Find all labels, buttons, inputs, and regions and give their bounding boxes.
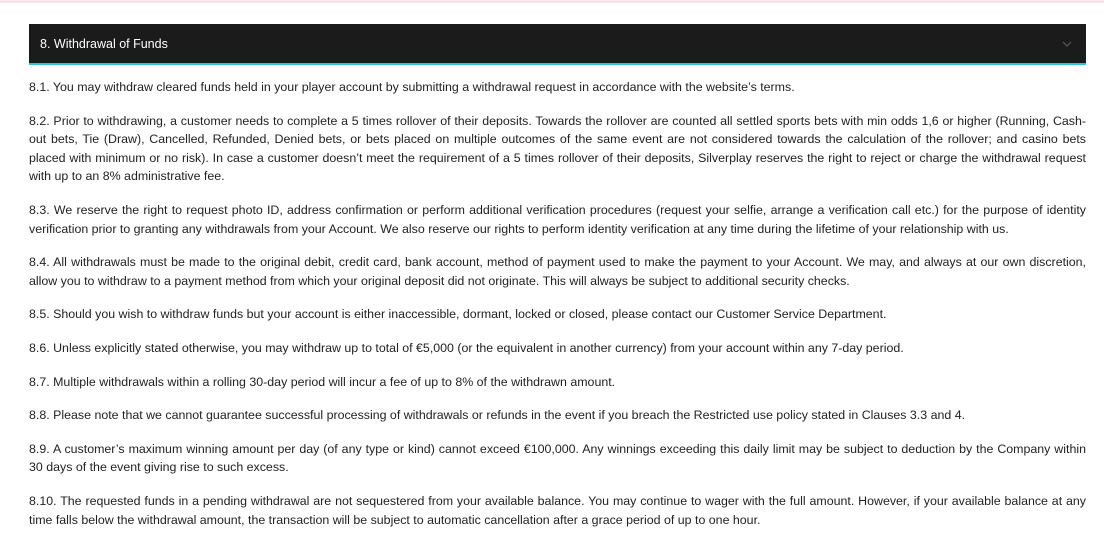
clause-8-5: 8.5. Should you wish to withdraw funds but your account is either inaccessible, dormant, locked or closed, please contact our Customer Service Department.: [29, 307, 887, 322]
clause-8-10: 8.10. The requested funds in a pending withdrawal are not sequestered from your available balance. You may continue to wager with the full amount. However, if your available balance at any time falls below the withdrawal amount, the transaction will be subject to automatic cancellation after a grace period of up to one hour.: [29, 493, 1086, 527]
top-border-strip: [0, 0, 1104, 3]
clause-8-1: 8.1. You may withdraw cleared funds held in your player account by submitting a withdrawal request in accordance with the website’s terms.: [29, 80, 795, 94]
clause-8-4: 8.4. All withdrawals must be made to the original debit, credit card, bank account, method of payment used to make the payment to your Account. We may, and always at our own discretion, allow you to withdraw to a payment method from which your original deposit did not originate. This will always be subject to additional security checks.: [29, 255, 1086, 288]
accordion-header[interactable]: [29, 24, 1086, 65]
accordion-title: 8. Withdrawal of Funds: [40, 36, 168, 51]
accordion-content: [29, 65, 1086, 529]
chevron-down-icon[interactable]: [1060, 37, 1074, 51]
clause-8-8: 8.8. Please note that we cannot guarantee successful processing of withdrawals or refunds in the event if you breach the Restricted use policy stated in Clauses 3.3 and 4.: [29, 408, 966, 423]
clause-8-3: 8.3. We reserve the right to request photo ID, address confirmation or perform additional verification procedures (request your selfie, arrange a verification call etc.) for the purpose of identity verification prior to granting any withdrawals from your Account. We also reserve our rights to perform identity verification at any time during the lifetime of your relationship with us.: [29, 202, 1086, 236]
clause-8-2: 8.2. Prior to withdrawing, a customer needs to complete a 5 times rollover of their deposits. Towards the rollover are counted all settled sports bets with min odds 1,6 or higher (Running, Cash-out bets, Tie (Draw), Cancelled, Refunded, Denied bets, or bets placed on multiple outcomes of the same event are not considered towards the calculation of the rollover; and casino bets placed with minimum or no risk). In case a customer doesn’t meet the requirement of a 5 times rollover of their deposits, Silverplay reserves the right to reject or charge the withdrawal request with up to an 8% administrative fee.: [29, 113, 1086, 184]
clause-8-6: 8.6. Unless explicitly stated otherwise, you may withdraw up to total of €5,000 (or the equivalent in another currency) from your account within any 7-day period.: [29, 340, 904, 355]
clause-8-9: 8.9. A customer’s maximum winning amount per day (of any type or kind) cannot exceed €100,000. Any winnings exceeding this daily limit may be subject to deduction by the Company within 30 days of the event giving rise to such excess.: [29, 441, 1086, 475]
withdrawal-accordion: [29, 24, 1086, 544]
clause-8-7: 8.7. Multiple withdrawals within a rolling 30-day period will incur a fee of up to 8% of the withdrawn amount.: [29, 374, 616, 389]
